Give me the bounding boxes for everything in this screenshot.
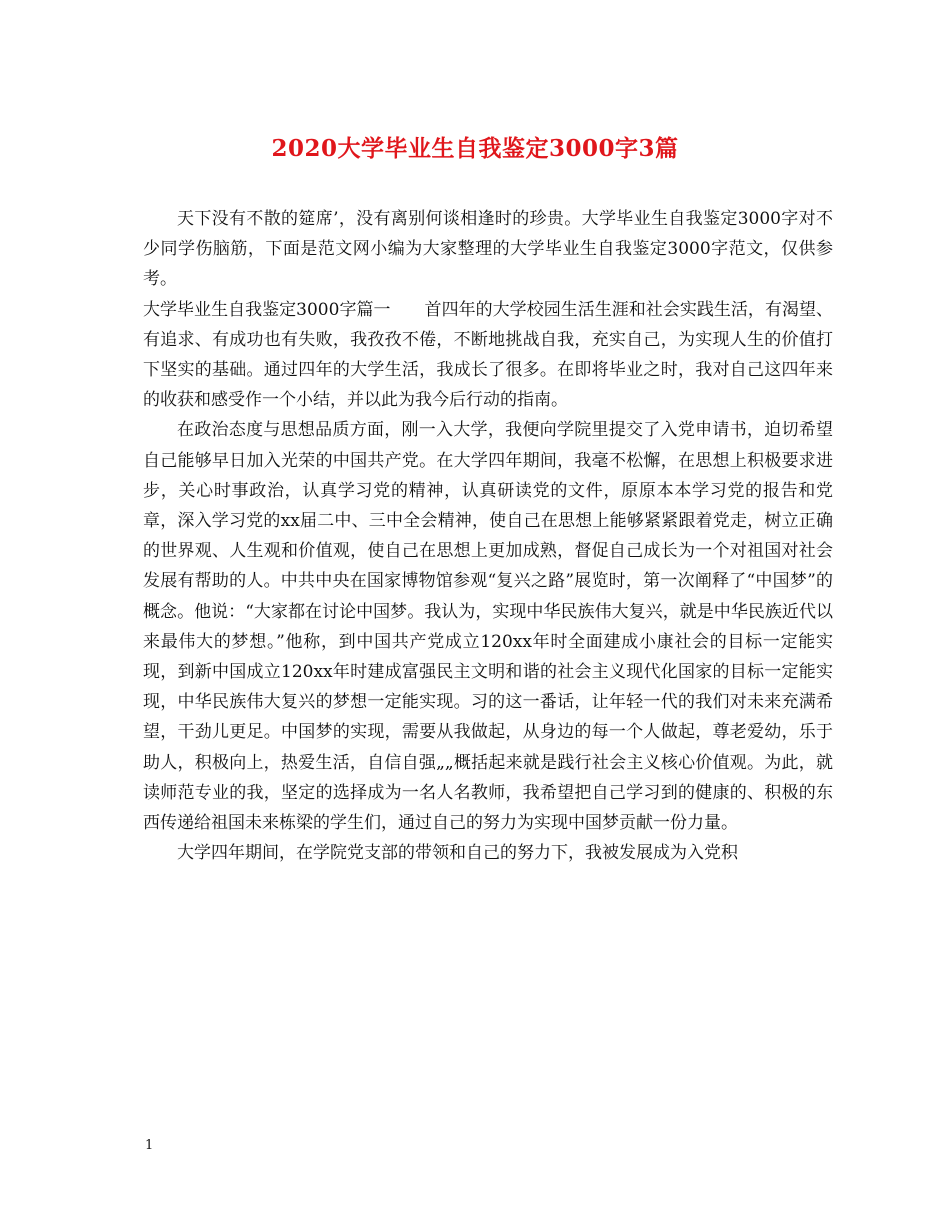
paragraph-party-development: 大学四年期间，在学院党支部的带领和自己的努力下，我被发展成为入党积 — [177, 843, 738, 864]
paragraph-political-attitude: 在政治态度与思想品质方面，刚一入大学，我便向学院里提交了入党申请书，迫切希望自己能够早日加入光荣的中国共产党。在大学四年期间，我毫不松懈，在思想上积极要求进步，关心时事政治，认真学习党的精神，认真研读党的文件，原原本本学习党的报告和党章，深入学习党的xx届二中、三中全会精神，使自己在思想上能够紧紧跟着党走，树立正确的世界观、人生观和价值观，使自己在思想上更加成熟，督促自己成长为一个对祖国对社会发展有帮助的人。中共中央在国家博物馆参观“复兴之路”展览时，第一次阐释了“中国梦”的概念。他说：“大家都在讨论中国梦。我认为，实现中华民族伟大复兴，就是中华民族近代以来最伟大的梦想。”他称，到中国共产党成立120xx年时全面建成小康社会的目标一定能实现，到新中国成立120xx年时建成富强民主文明和谐的社会主义现代化国家的目标一定能实现，中华民族伟大复兴的梦想一定能实现。习的这一番话，让年轻一代的我们对未来充满希望，干劲儿更足。中国梦的实现，需要从我做起，从身边的每一个人做起，尊老爱幼，乐于助人，积极向上，热爱生活，自信自强„„概括起来就是践行社会主义核心价值观。为此，就读师范专业的我，坚定的选择成为一名人名教师，我希望把自己学习到的健康的、积极的东西传递给祖国未来栋梁的学生们，通过自己的努力为实现中国梦贡献一份力量。 — [143, 420, 833, 834]
document-title: 2020大学毕业生自我鉴定3000字3篇 — [271, 135, 679, 162]
paragraph-intro: 天下没有不散的筵席’，没有离别何谈相逢时的珍贵。大学毕业生自我鉴定3000字对不少同学伤脑筋，下面是范文网小编为大家整理的大学毕业生自我鉴定3000字范文，仅供参考。 — [143, 209, 833, 290]
page-number: 1 — [145, 1138, 154, 1153]
paragraph-section-one: 大学毕业生自我鉴定3000字篇一 首四年的大学校园生活生涯和社会实践生活，有渴望、有追求、有成功也有失败，我孜孜不倦，不断地挑战自我，充实自己，为实现人生的价值打下坚实的基础。通过四年的大学生活，我成长了很多。在即将毕业之时，我对自己这四年来的收获和感受作一个小结，并以此为我今后行动的指南。 — [143, 299, 833, 411]
document-body — [143, 204, 833, 868]
